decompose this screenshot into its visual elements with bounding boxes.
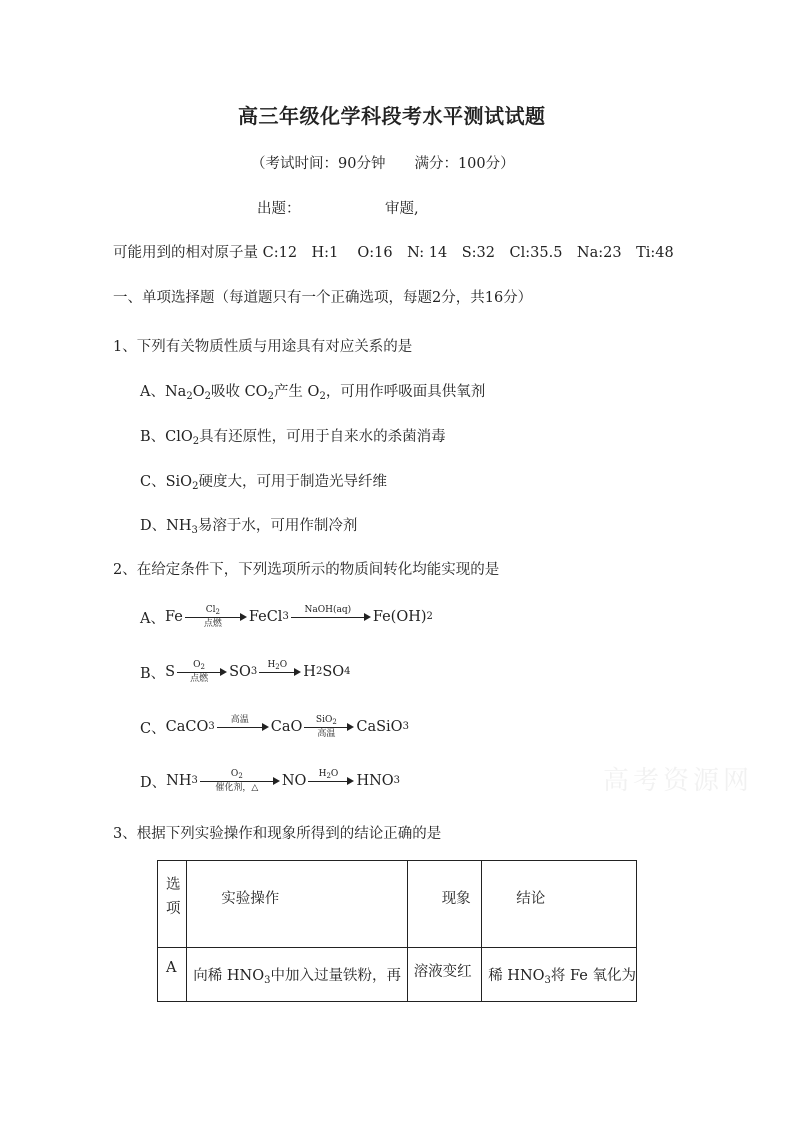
text: H — [318, 769, 327, 779]
subscript: 2 — [326, 772, 331, 780]
text: ClO — [165, 429, 193, 445]
reaction-arrow — [200, 770, 280, 792]
subscript: 2 — [200, 663, 206, 671]
arrow-line — [291, 617, 365, 618]
arrow-line — [304, 727, 348, 728]
arrow-condition-top — [200, 769, 274, 779]
text: O — [279, 660, 288, 670]
arrow-condition-top — [185, 605, 241, 615]
formula: CaO — [270, 719, 303, 735]
option-label: B、 — [140, 429, 166, 445]
subscript: 3 — [544, 975, 551, 986]
arrow-head — [273, 777, 280, 785]
arrow-condition-top — [259, 660, 295, 670]
exam-info: （考试时间：90分钟 满分：100分） — [251, 156, 515, 172]
q1-option-d — [140, 514, 357, 535]
table-header-row — [158, 861, 637, 948]
formula: SO — [229, 664, 251, 680]
header-option — [158, 861, 187, 948]
formula: SO — [322, 664, 345, 680]
text: 将 Fe 氧化为 — [550, 968, 636, 984]
arrow-head — [294, 668, 301, 676]
arrow-condition-top: 高温 — [230, 715, 249, 725]
q1-option-b — [140, 425, 446, 446]
text: 具有还原性，可用于自来水的杀菌消毒 — [199, 429, 446, 445]
subscript: 2 — [192, 481, 199, 492]
text: 中加入过量铁粉，再 — [270, 968, 401, 984]
section-heading: 一、单项选择题（每道题只有一个正确选项，每题2分，共16分） — [113, 290, 533, 306]
header-operation — [187, 861, 407, 948]
cell-phenomenon — [407, 948, 482, 1002]
arrow-condition-top — [304, 715, 348, 725]
text: 吸收 CO — [210, 384, 268, 400]
text: NH — [166, 518, 192, 534]
option-label: C、 — [140, 474, 166, 490]
q2-option-d: D、 NH 3 $O_2$ 催化剂，△ NO $H_2O$ HNO 3 — [140, 769, 401, 793]
text: O — [330, 769, 339, 779]
reaction-arrow — [217, 716, 269, 738]
text: SiO — [315, 715, 333, 725]
subscript: 2 — [267, 391, 274, 402]
arrow-condition-top — [308, 769, 348, 779]
option-label: D、 — [140, 518, 167, 534]
subscript: 2 — [238, 772, 243, 780]
arrow-line — [217, 727, 263, 728]
reaction-arrow — [177, 661, 227, 683]
text: SiO — [165, 474, 193, 490]
text: H — [267, 660, 276, 670]
watermark: 高考资源网 — [603, 766, 754, 796]
setter-label: 出题： — [257, 201, 301, 217]
q1-option-c — [140, 470, 387, 491]
experiment-table — [157, 860, 637, 1002]
reviewer-label: 审题, — [385, 201, 419, 217]
arrow-head — [240, 613, 247, 621]
question-2-stem: 2、在给定条件下，下列选项所示的物质间转化均能实现的是 — [113, 562, 500, 578]
arrow-head — [347, 777, 354, 785]
subscript: 2 — [192, 436, 200, 447]
reaction-arrow — [304, 716, 354, 738]
cell-conclusion — [482, 948, 637, 1002]
question-1-stem: 1、下列有关物质性质与用途具有对应关系的是 — [113, 339, 413, 355]
arrow-head — [347, 723, 354, 731]
arrow-condition-bottom: 高温 — [317, 729, 336, 739]
arrow-head — [220, 668, 227, 676]
reaction-arrow — [259, 661, 301, 683]
reaction-arrow — [185, 606, 247, 628]
text: 溶液变红 — [413, 964, 472, 980]
option-label: B、 — [140, 665, 166, 682]
text: 硬度大，可用于制造光导纤维 — [198, 474, 387, 490]
arrow-condition-bottom: 点燃 — [203, 619, 222, 629]
text: 稀 HNO — [488, 968, 545, 984]
question-3-stem: 3、根据下列实验操作和现象所得到的结论正确的是 — [113, 826, 442, 842]
subscript: 3 — [191, 525, 198, 536]
q2-option-c: C、 CaCO 3 高温 CaO SiO$_2$ 高温 CaSiO 3 — [140, 715, 409, 739]
subscript: 2 — [275, 663, 280, 671]
formula: NO — [281, 773, 307, 789]
arrow-head — [364, 613, 371, 621]
cell-option — [158, 948, 187, 1002]
header-phenomenon — [407, 861, 482, 948]
arrow-condition-bottom: 点燃 — [190, 674, 209, 684]
option-label: A、 — [140, 610, 165, 627]
subscript: 2 — [319, 391, 326, 402]
text: 实验操作 — [221, 891, 280, 907]
formula: Fe(OH) — [372, 609, 427, 625]
text: Na — [164, 384, 187, 400]
formula: Fe — [164, 609, 183, 625]
q2-option-a: A、 Fe $Cl_2$ 点燃 FeCl 3 NaOH(aq) Fe(OH) 2 — [140, 605, 433, 629]
header-conclusion — [482, 861, 637, 948]
text: 产生 O — [273, 384, 320, 400]
text: 选 — [166, 877, 181, 893]
text: O — [193, 660, 201, 670]
text: 向稀 HNO — [193, 968, 265, 984]
subscript: 3 — [264, 975, 271, 986]
formula: HNO — [356, 773, 394, 789]
subscript: 2 — [204, 391, 211, 402]
arrow-line — [177, 672, 221, 673]
formula: H — [303, 664, 316, 680]
text: A — [166, 960, 177, 976]
arrow-line — [185, 617, 241, 618]
formula: FeCl — [248, 609, 283, 625]
arrow-head — [262, 723, 269, 731]
cell-operation — [187, 948, 407, 1002]
text: 现象 — [441, 891, 471, 907]
subscript: 2 — [215, 608, 220, 616]
reaction-arrow — [308, 770, 354, 792]
formula: CaCO — [165, 719, 209, 735]
arrow-condition-top — [177, 660, 221, 670]
arrow-line — [308, 781, 348, 782]
subscript: 2 — [332, 718, 337, 726]
text: O — [192, 384, 205, 400]
option-label: C、 — [140, 720, 166, 737]
arrow-condition-bottom: 催化剂，△ — [215, 783, 259, 793]
text: O — [230, 769, 239, 779]
formula: S — [165, 664, 176, 680]
arrow-condition-top: NaOH(aq) — [304, 605, 352, 615]
reaction-arrow — [291, 606, 371, 628]
formula: CaSiO — [356, 719, 403, 735]
text: 项 — [166, 901, 181, 917]
option-label: D、 — [140, 774, 167, 791]
table-row — [158, 948, 637, 1002]
atomic-masses: 可能用到的相对原子量 C:12 H:1 O:16 N: 14 S:32 Cl:35.5 Na:23 Ti:48 — [113, 245, 674, 261]
formula: NH — [166, 773, 192, 789]
subscript: 2 — [186, 391, 193, 402]
text: ，可用作呼吸面具供氧剂 — [325, 384, 486, 400]
text: Cl — [205, 605, 216, 615]
arrow-line — [200, 781, 274, 782]
page-title: 高三年级化学科段考水平测试试题 — [238, 104, 546, 128]
text: 易溶于水，可用作制冷剂 — [197, 518, 358, 534]
q2-option-b: B、 S $O_2$ 点燃 SO 3 $H_2O$ H 2 SO 4 — [140, 660, 351, 684]
option-label: A、 — [140, 384, 165, 400]
arrow-line — [259, 672, 295, 673]
q1-option-a — [140, 380, 485, 401]
text: 结论 — [516, 891, 546, 907]
